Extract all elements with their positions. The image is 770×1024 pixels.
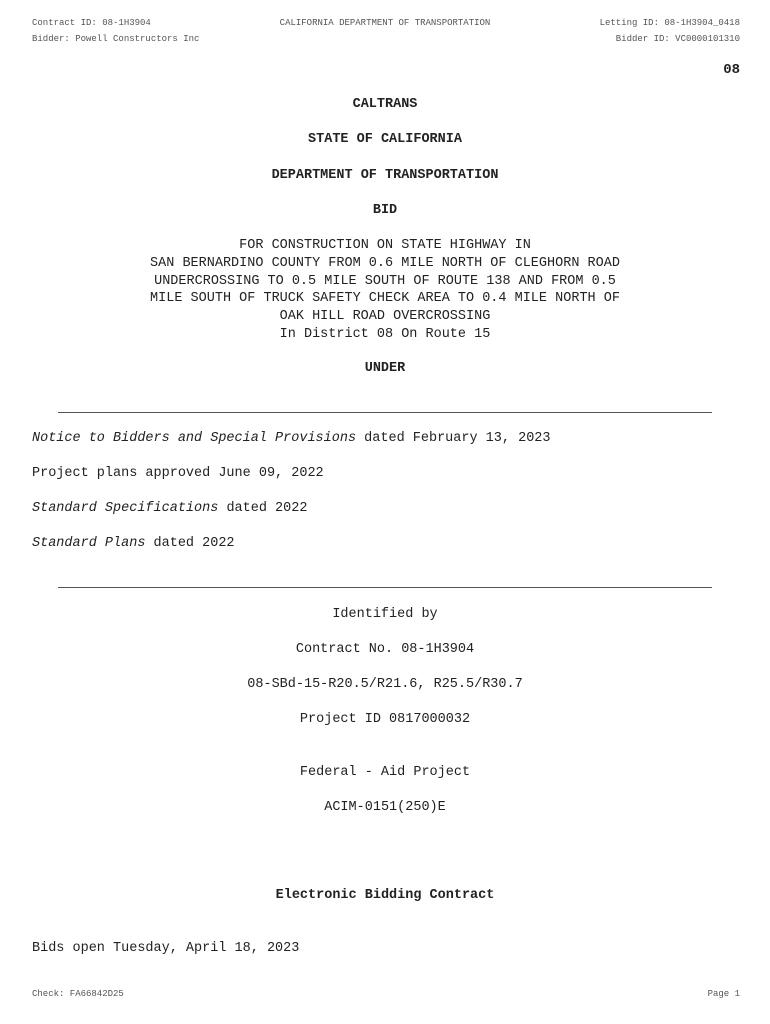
agency-header: CALIFORNIA DEPARTMENT OF TRANSPORTATION	[279, 18, 491, 28]
document-detail: Project plans approved June 09, 2022	[32, 466, 324, 481]
federal-aid-number: ACIM-0151(250)E	[324, 800, 446, 815]
document-title: Notice to Bidders and Special Provisions	[32, 431, 357, 446]
check-code: Check: FA66842D25	[32, 989, 124, 999]
project-description	[0, 237, 770, 344]
under-heading: UNDER	[364, 361, 406, 376]
document-detail: dated 2022	[218, 501, 308, 516]
document-detail: dated 2022	[145, 536, 235, 551]
contract-number: Contract No. 08-1H3904	[295, 642, 475, 657]
title-department: DEPARTMENT OF TRANSPORTATION	[271, 168, 499, 183]
title-state: STATE OF CALIFORNIA	[308, 132, 462, 147]
document-title: Standard Plans	[32, 536, 146, 551]
letting-id: Letting ID: 08-1H3904_0418	[599, 18, 740, 28]
description-line: SAN BERNARDINO COUNTY FROM 0.6 MILE NORTH OF CLEGHORN ROAD	[150, 255, 620, 271]
divider	[58, 412, 712, 413]
document-detail: dated February 13, 2023	[356, 431, 551, 446]
document-line	[32, 536, 235, 551]
document-title: Standard Specifications	[32, 501, 219, 516]
project-id: Project ID 0817000032	[299, 712, 471, 727]
contract-id: Contract ID: 08-1H3904	[32, 18, 151, 28]
page-number: Page 1	[707, 989, 740, 999]
contract-type: Electronic Bidding Contract	[275, 888, 495, 903]
bidder-name: Bidder: Powell Constructors Inc	[32, 34, 200, 44]
divider	[58, 587, 712, 588]
document-line	[32, 466, 324, 481]
bids-open: Bids open Tuesday, April 18, 2023	[32, 941, 300, 956]
description-line: In District 08 On Route 15	[279, 326, 491, 342]
location-code: 08-SBd-15-R20.5/R21.6, R25.5/R30.7	[247, 677, 523, 692]
bidder-id: Bidder ID: VC0000101310	[615, 34, 740, 44]
description-line: FOR CONSTRUCTION ON STATE HIGHWAY IN	[239, 238, 531, 253]
federal-aid-label: Federal - Aid Project	[299, 765, 471, 780]
title-caltrans: CALTRANS	[352, 97, 418, 112]
description-line: MILE SOUTH OF TRUCK SAFETY CHECK AREA TO 0.4 MILE NORTH OF	[150, 291, 620, 307]
document-line	[32, 501, 307, 516]
district-tag: 08	[723, 62, 740, 78]
document-line	[32, 431, 551, 446]
identified-by: Identified by	[332, 607, 438, 622]
description-line: OAK HILL ROAD OVERCROSSING	[279, 309, 491, 325]
title-bid: BID	[372, 203, 398, 218]
description-line: UNDERCROSSING TO 0.5 MILE SOUTH OF ROUTE 138 AND FROM 0.5	[154, 273, 616, 289]
